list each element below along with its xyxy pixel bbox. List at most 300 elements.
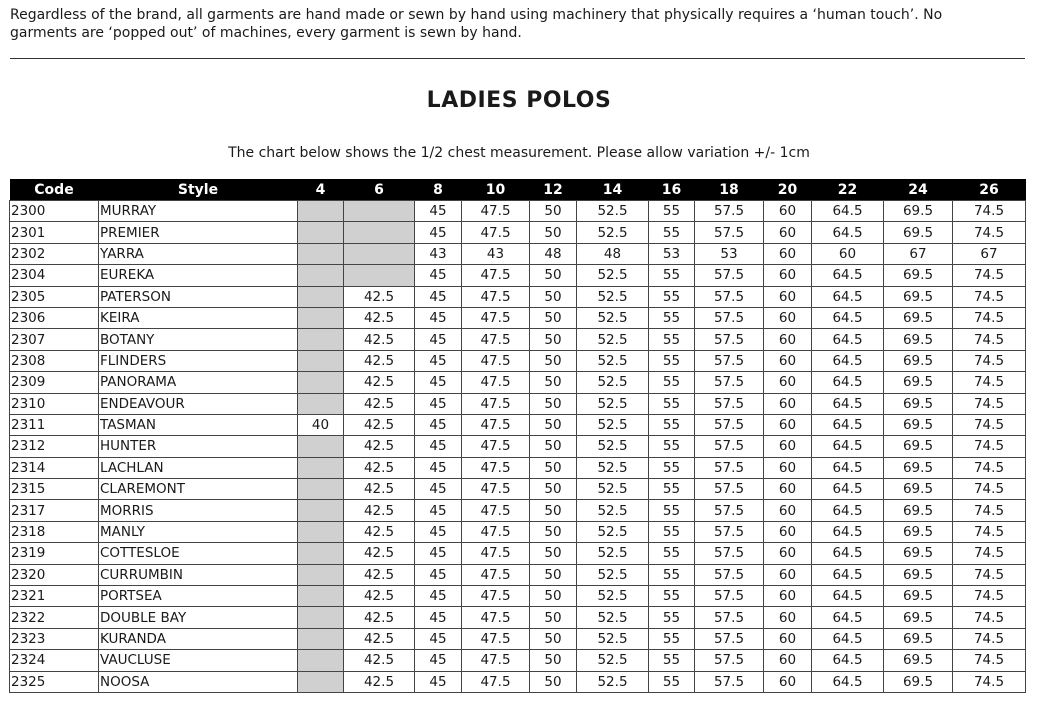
measurement-cell <box>298 329 344 350</box>
measurement-cell <box>344 265 415 286</box>
measurement-cell: 60 <box>764 628 812 649</box>
measurement-cell: 52.5 <box>577 350 649 371</box>
style-cell: PATERSON <box>99 286 298 307</box>
measurement-cell: 42.5 <box>344 671 415 692</box>
measurement-cell: 45 <box>415 414 462 435</box>
column-header: Style <box>99 179 298 201</box>
measurement-cell: 43 <box>462 243 530 264</box>
measurement-cell: 74.5 <box>953 479 1026 500</box>
measurement-cell: 74.5 <box>953 265 1026 286</box>
measurement-cell: 69.5 <box>884 521 953 542</box>
measurement-cell: 42.5 <box>344 650 415 671</box>
measurement-cell: 45 <box>415 307 462 328</box>
measurement-cell: 52.5 <box>577 628 649 649</box>
measurement-cell: 74.5 <box>953 564 1026 585</box>
measurement-cell: 64.5 <box>812 607 884 628</box>
measurement-cell: 69.5 <box>884 628 953 649</box>
measurement-cell: 64.5 <box>812 329 884 350</box>
measurement-cell: 50 <box>530 479 577 500</box>
style-cell: TASMAN <box>99 414 298 435</box>
measurement-cell: 69.5 <box>884 543 953 564</box>
measurement-cell: 74.5 <box>953 543 1026 564</box>
measurement-cell: 47.5 <box>462 265 530 286</box>
measurement-cell: 42.5 <box>344 414 415 435</box>
measurement-cell: 45 <box>415 543 462 564</box>
style-cell: PANORAMA <box>99 372 298 393</box>
measurement-cell: 57.5 <box>695 265 764 286</box>
measurement-cell: 74.5 <box>953 521 1026 542</box>
code-cell: 2304 <box>10 265 99 286</box>
measurement-cell: 60 <box>764 436 812 457</box>
measurement-cell: 57.5 <box>695 650 764 671</box>
measurement-cell: 47.5 <box>462 393 530 414</box>
measurement-cell <box>298 307 344 328</box>
intro-text: Regardless of the brand, all garments are hand made or sewn by hand using machinery that physically requires a ‘human touch’. No garments are ‘popped out’ of machines, every garment is sewn by hand. <box>10 7 943 41</box>
measurement-cell: 42.5 <box>344 286 415 307</box>
measurement-cell: 47.5 <box>462 372 530 393</box>
measurement-cell: 50 <box>530 307 577 328</box>
code-cell: 2305 <box>10 286 99 307</box>
code-cell: 2320 <box>10 564 99 585</box>
measurement-cell: 60 <box>764 201 812 222</box>
measurement-cell: 57.5 <box>695 586 764 607</box>
code-cell: 2321 <box>10 586 99 607</box>
table-row <box>10 521 1026 542</box>
measurement-cell <box>298 500 344 521</box>
measurement-cell: 42.5 <box>344 607 415 628</box>
measurement-cell: 52.5 <box>577 436 649 457</box>
measurement-cell: 50 <box>530 607 577 628</box>
measurement-cell: 45 <box>415 265 462 286</box>
code-cell: 2315 <box>10 479 99 500</box>
style-cell: CLAREMONT <box>99 479 298 500</box>
measurement-cell: 60 <box>764 307 812 328</box>
table-row <box>10 671 1026 692</box>
measurement-cell: 45 <box>415 628 462 649</box>
table-row <box>10 222 1026 243</box>
measurement-cell: 55 <box>649 201 695 222</box>
measurement-cell: 74.5 <box>953 307 1026 328</box>
table-row <box>10 543 1026 564</box>
measurement-cell: 60 <box>764 286 812 307</box>
measurement-cell: 74.5 <box>953 607 1026 628</box>
table-row <box>10 457 1026 478</box>
measurement-cell: 60 <box>764 457 812 478</box>
measurement-cell: 57.5 <box>695 521 764 542</box>
measurement-cell: 45 <box>415 393 462 414</box>
measurement-cell: 47.5 <box>462 436 530 457</box>
measurement-cell: 50 <box>530 521 577 542</box>
measurement-cell: 74.5 <box>953 650 1026 671</box>
measurement-cell: 55 <box>649 372 695 393</box>
style-cell: NOOSA <box>99 671 298 692</box>
page-title: LADIES POLOS <box>426 88 612 113</box>
measurement-cell: 50 <box>530 671 577 692</box>
measurement-cell: 60 <box>764 543 812 564</box>
header-row <box>10 179 1026 201</box>
measurement-cell: 52.5 <box>577 222 649 243</box>
table-row <box>10 286 1026 307</box>
measurement-cell: 64.5 <box>812 628 884 649</box>
measurement-cell: 45 <box>415 650 462 671</box>
measurement-cell: 57.5 <box>695 479 764 500</box>
measurement-cell <box>298 479 344 500</box>
column-header: 16 <box>649 179 695 201</box>
measurement-cell: 42.5 <box>344 436 415 457</box>
measurement-cell: 42.5 <box>344 307 415 328</box>
code-cell: 2323 <box>10 628 99 649</box>
measurement-cell: 74.5 <box>953 201 1026 222</box>
measurement-cell: 53 <box>649 243 695 264</box>
measurement-cell <box>298 564 344 585</box>
measurement-cell: 69.5 <box>884 329 953 350</box>
measurement-cell: 74.5 <box>953 393 1026 414</box>
measurement-cell: 45 <box>415 329 462 350</box>
measurement-cell: 55 <box>649 286 695 307</box>
style-cell: MORRIS <box>99 500 298 521</box>
measurement-cell: 52.5 <box>577 457 649 478</box>
measurement-cell: 47.5 <box>462 307 530 328</box>
measurement-cell <box>298 543 344 564</box>
measurement-cell: 64.5 <box>812 671 884 692</box>
measurement-cell: 57.5 <box>695 671 764 692</box>
style-cell: PREMIER <box>99 222 298 243</box>
measurement-cell: 45 <box>415 521 462 542</box>
measurement-cell: 55 <box>649 521 695 542</box>
measurement-cell: 45 <box>415 586 462 607</box>
measurement-cell: 50 <box>530 222 577 243</box>
measurement-cell: 57.5 <box>695 372 764 393</box>
measurement-cell: 42.5 <box>344 350 415 371</box>
measurement-cell: 60 <box>812 243 884 264</box>
measurement-cell: 47.5 <box>462 350 530 371</box>
code-cell: 2300 <box>10 201 99 222</box>
measurement-cell: 43 <box>415 243 462 264</box>
table-row <box>10 201 1026 222</box>
measurement-cell: 47.5 <box>462 671 530 692</box>
measurement-cell: 47.5 <box>462 201 530 222</box>
measurement-cell: 64.5 <box>812 265 884 286</box>
measurement-cell: 60 <box>764 350 812 371</box>
measurement-cell <box>298 286 344 307</box>
style-cell: CURRUMBIN <box>99 564 298 585</box>
measurement-cell: 64.5 <box>812 222 884 243</box>
size-chart-table <box>9 179 1026 693</box>
measurement-cell: 52.5 <box>577 586 649 607</box>
measurement-cell <box>298 457 344 478</box>
measurement-cell: 50 <box>530 372 577 393</box>
measurement-cell: 47.5 <box>462 479 530 500</box>
measurement-cell: 64.5 <box>812 521 884 542</box>
measurement-cell: 55 <box>649 307 695 328</box>
measurement-cell: 74.5 <box>953 329 1026 350</box>
code-cell: 2322 <box>10 607 99 628</box>
measurement-cell: 42.5 <box>344 586 415 607</box>
measurement-cell: 60 <box>764 329 812 350</box>
style-cell: PORTSEA <box>99 586 298 607</box>
measurement-cell: 55 <box>649 586 695 607</box>
column-header: 4 <box>298 179 344 201</box>
table-row <box>10 479 1026 500</box>
measurement-cell: 47.5 <box>462 628 530 649</box>
measurement-cell <box>344 201 415 222</box>
measurement-cell: 55 <box>649 650 695 671</box>
measurement-cell <box>298 350 344 371</box>
measurement-cell: 55 <box>649 457 695 478</box>
measurement-cell: 55 <box>649 329 695 350</box>
measurement-cell: 74.5 <box>953 414 1026 435</box>
code-cell: 2312 <box>10 436 99 457</box>
table-row <box>10 350 1026 371</box>
measurement-cell: 45 <box>415 286 462 307</box>
column-header: 26 <box>953 179 1026 201</box>
measurement-cell: 57.5 <box>695 564 764 585</box>
measurement-cell: 50 <box>530 201 577 222</box>
measurement-cell: 50 <box>530 414 577 435</box>
measurement-cell: 48 <box>530 243 577 264</box>
measurement-cell: 42.5 <box>344 457 415 478</box>
measurement-cell: 69.5 <box>884 607 953 628</box>
measurement-cell: 64.5 <box>812 286 884 307</box>
measurement-cell: 47.5 <box>462 500 530 521</box>
measurement-cell: 42.5 <box>344 479 415 500</box>
measurement-cell: 47.5 <box>462 521 530 542</box>
measurement-cell: 57.5 <box>695 329 764 350</box>
measurement-cell: 45 <box>415 222 462 243</box>
measurement-cell: 52.5 <box>577 671 649 692</box>
measurement-cell: 74.5 <box>953 628 1026 649</box>
measurement-cell: 74.5 <box>953 222 1026 243</box>
measurement-cell: 45 <box>415 436 462 457</box>
measurement-cell: 47.5 <box>462 543 530 564</box>
measurement-cell <box>298 521 344 542</box>
measurement-cell: 60 <box>764 671 812 692</box>
measurement-cell <box>298 372 344 393</box>
measurement-cell: 60 <box>764 265 812 286</box>
style-cell: HUNTER <box>99 436 298 457</box>
measurement-cell: 47.5 <box>462 414 530 435</box>
chart-subtitle: The chart below shows the 1/2 chest measurement. Please allow variation +/- 1cm <box>228 145 810 161</box>
measurement-cell: 52.5 <box>577 265 649 286</box>
measurement-cell: 57.5 <box>695 607 764 628</box>
measurement-cell: 47.5 <box>462 457 530 478</box>
measurement-cell: 50 <box>530 586 577 607</box>
measurement-cell: 69.5 <box>884 436 953 457</box>
column-header: 14 <box>577 179 649 201</box>
measurement-cell: 45 <box>415 479 462 500</box>
measurement-cell: 52.5 <box>577 307 649 328</box>
measurement-cell: 69.5 <box>884 414 953 435</box>
measurement-cell: 74.5 <box>953 372 1026 393</box>
measurement-cell: 69.5 <box>884 222 953 243</box>
measurement-cell: 57.5 <box>695 222 764 243</box>
measurement-cell: 55 <box>649 500 695 521</box>
measurement-cell: 50 <box>530 329 577 350</box>
column-header: 20 <box>764 179 812 201</box>
measurement-cell: 57.5 <box>695 436 764 457</box>
measurement-cell: 55 <box>649 393 695 414</box>
style-cell: ENDEAVOUR <box>99 393 298 414</box>
measurement-cell: 50 <box>530 265 577 286</box>
measurement-cell: 69.5 <box>884 671 953 692</box>
measurement-cell: 69.5 <box>884 500 953 521</box>
column-header: 6 <box>344 179 415 201</box>
measurement-cell: 64.5 <box>812 457 884 478</box>
measurement-cell: 42.5 <box>344 393 415 414</box>
measurement-cell <box>298 265 344 286</box>
measurement-cell: 64.5 <box>812 564 884 585</box>
measurement-cell: 67 <box>953 243 1026 264</box>
code-cell: 2324 <box>10 650 99 671</box>
column-header: 22 <box>812 179 884 201</box>
measurement-cell: 55 <box>649 479 695 500</box>
measurement-cell: 50 <box>530 350 577 371</box>
measurement-cell: 50 <box>530 393 577 414</box>
measurement-cell: 60 <box>764 243 812 264</box>
column-header: 8 <box>415 179 462 201</box>
measurement-cell: 50 <box>530 286 577 307</box>
table-row <box>10 243 1026 264</box>
measurement-cell: 48 <box>577 243 649 264</box>
measurement-cell: 50 <box>530 543 577 564</box>
code-cell: 2318 <box>10 521 99 542</box>
measurement-cell: 50 <box>530 628 577 649</box>
measurement-cell: 45 <box>415 564 462 585</box>
measurement-cell: 47.5 <box>462 329 530 350</box>
measurement-cell: 55 <box>649 350 695 371</box>
measurement-cell: 64.5 <box>812 436 884 457</box>
measurement-cell: 64.5 <box>812 650 884 671</box>
table-row <box>10 628 1026 649</box>
measurement-cell: 42.5 <box>344 372 415 393</box>
measurement-cell: 60 <box>764 479 812 500</box>
measurement-cell <box>344 222 415 243</box>
style-cell: KEIRA <box>99 307 298 328</box>
measurement-cell: 47.5 <box>462 564 530 585</box>
measurement-cell: 69.5 <box>884 372 953 393</box>
measurement-cell <box>298 201 344 222</box>
measurement-cell: 55 <box>649 671 695 692</box>
code-cell: 2317 <box>10 500 99 521</box>
style-cell: DOUBLE BAY <box>99 607 298 628</box>
measurement-cell: 60 <box>764 414 812 435</box>
style-cell: LACHLAN <box>99 457 298 478</box>
measurement-cell: 74.5 <box>953 350 1026 371</box>
table-row <box>10 265 1026 286</box>
code-cell: 2325 <box>10 671 99 692</box>
measurement-cell: 57.5 <box>695 414 764 435</box>
measurement-cell: 60 <box>764 607 812 628</box>
measurement-cell: 64.5 <box>812 479 884 500</box>
code-cell: 2319 <box>10 543 99 564</box>
code-cell: 2310 <box>10 393 99 414</box>
measurement-cell: 74.5 <box>953 671 1026 692</box>
measurement-cell: 60 <box>764 521 812 542</box>
measurement-cell: 57.5 <box>695 307 764 328</box>
column-header: 24 <box>884 179 953 201</box>
column-header: 12 <box>530 179 577 201</box>
measurement-cell: 57.5 <box>695 201 764 222</box>
measurement-cell: 50 <box>530 564 577 585</box>
style-cell: KURANDA <box>99 628 298 649</box>
measurement-cell: 52.5 <box>577 564 649 585</box>
measurement-cell: 52.5 <box>577 500 649 521</box>
measurement-cell: 55 <box>649 543 695 564</box>
measurement-cell: 69.5 <box>884 457 953 478</box>
style-cell: FLINDERS <box>99 350 298 371</box>
divider <box>10 58 1025 59</box>
column-header: 10 <box>462 179 530 201</box>
measurement-cell: 64.5 <box>812 307 884 328</box>
measurement-cell: 64.5 <box>812 586 884 607</box>
measurement-cell: 50 <box>530 500 577 521</box>
measurement-cell: 52.5 <box>577 372 649 393</box>
measurement-cell: 57.5 <box>695 393 764 414</box>
measurement-cell: 60 <box>764 650 812 671</box>
table-row <box>10 414 1026 435</box>
measurement-cell: 55 <box>649 222 695 243</box>
measurement-cell: 42.5 <box>344 628 415 649</box>
measurement-cell: 47.5 <box>462 286 530 307</box>
measurement-cell: 45 <box>415 350 462 371</box>
measurement-cell: 69.5 <box>884 650 953 671</box>
style-cell: EUREKA <box>99 265 298 286</box>
measurement-cell <box>298 436 344 457</box>
measurement-cell: 64.5 <box>812 543 884 564</box>
measurement-cell: 42.5 <box>344 500 415 521</box>
measurement-cell: 50 <box>530 650 577 671</box>
measurement-cell: 57.5 <box>695 628 764 649</box>
style-cell: VAUCLUSE <box>99 650 298 671</box>
code-cell: 2311 <box>10 414 99 435</box>
measurement-cell: 60 <box>764 393 812 414</box>
measurement-cell: 64.5 <box>812 500 884 521</box>
measurement-cell <box>298 671 344 692</box>
measurement-cell: 60 <box>764 500 812 521</box>
measurement-cell: 53 <box>695 243 764 264</box>
measurement-cell: 47.5 <box>462 650 530 671</box>
measurement-cell: 64.5 <box>812 201 884 222</box>
measurement-cell: 50 <box>530 457 577 478</box>
measurement-cell: 64.5 <box>812 372 884 393</box>
code-cell: 2307 <box>10 329 99 350</box>
code-cell: 2306 <box>10 307 99 328</box>
measurement-cell: 57.5 <box>695 543 764 564</box>
measurement-cell: 42.5 <box>344 329 415 350</box>
measurement-cell: 74.5 <box>953 586 1026 607</box>
measurement-cell: 74.5 <box>953 457 1026 478</box>
code-cell: 2302 <box>10 243 99 264</box>
measurement-cell: 45 <box>415 607 462 628</box>
measurement-cell <box>298 607 344 628</box>
measurement-cell: 69.5 <box>884 350 953 371</box>
measurement-cell: 60 <box>764 222 812 243</box>
measurement-cell: 69.5 <box>884 307 953 328</box>
measurement-cell: 52.5 <box>577 286 649 307</box>
measurement-cell: 69.5 <box>884 479 953 500</box>
measurement-cell: 55 <box>649 436 695 457</box>
measurement-cell: 57.5 <box>695 350 764 371</box>
style-cell: YARRA <box>99 243 298 264</box>
measurement-cell: 74.5 <box>953 286 1026 307</box>
measurement-cell: 69.5 <box>884 586 953 607</box>
measurement-cell <box>298 650 344 671</box>
measurement-cell: 55 <box>649 607 695 628</box>
measurement-cell: 52.5 <box>577 329 649 350</box>
table-row <box>10 307 1026 328</box>
measurement-cell: 45 <box>415 457 462 478</box>
measurement-cell: 52.5 <box>577 479 649 500</box>
